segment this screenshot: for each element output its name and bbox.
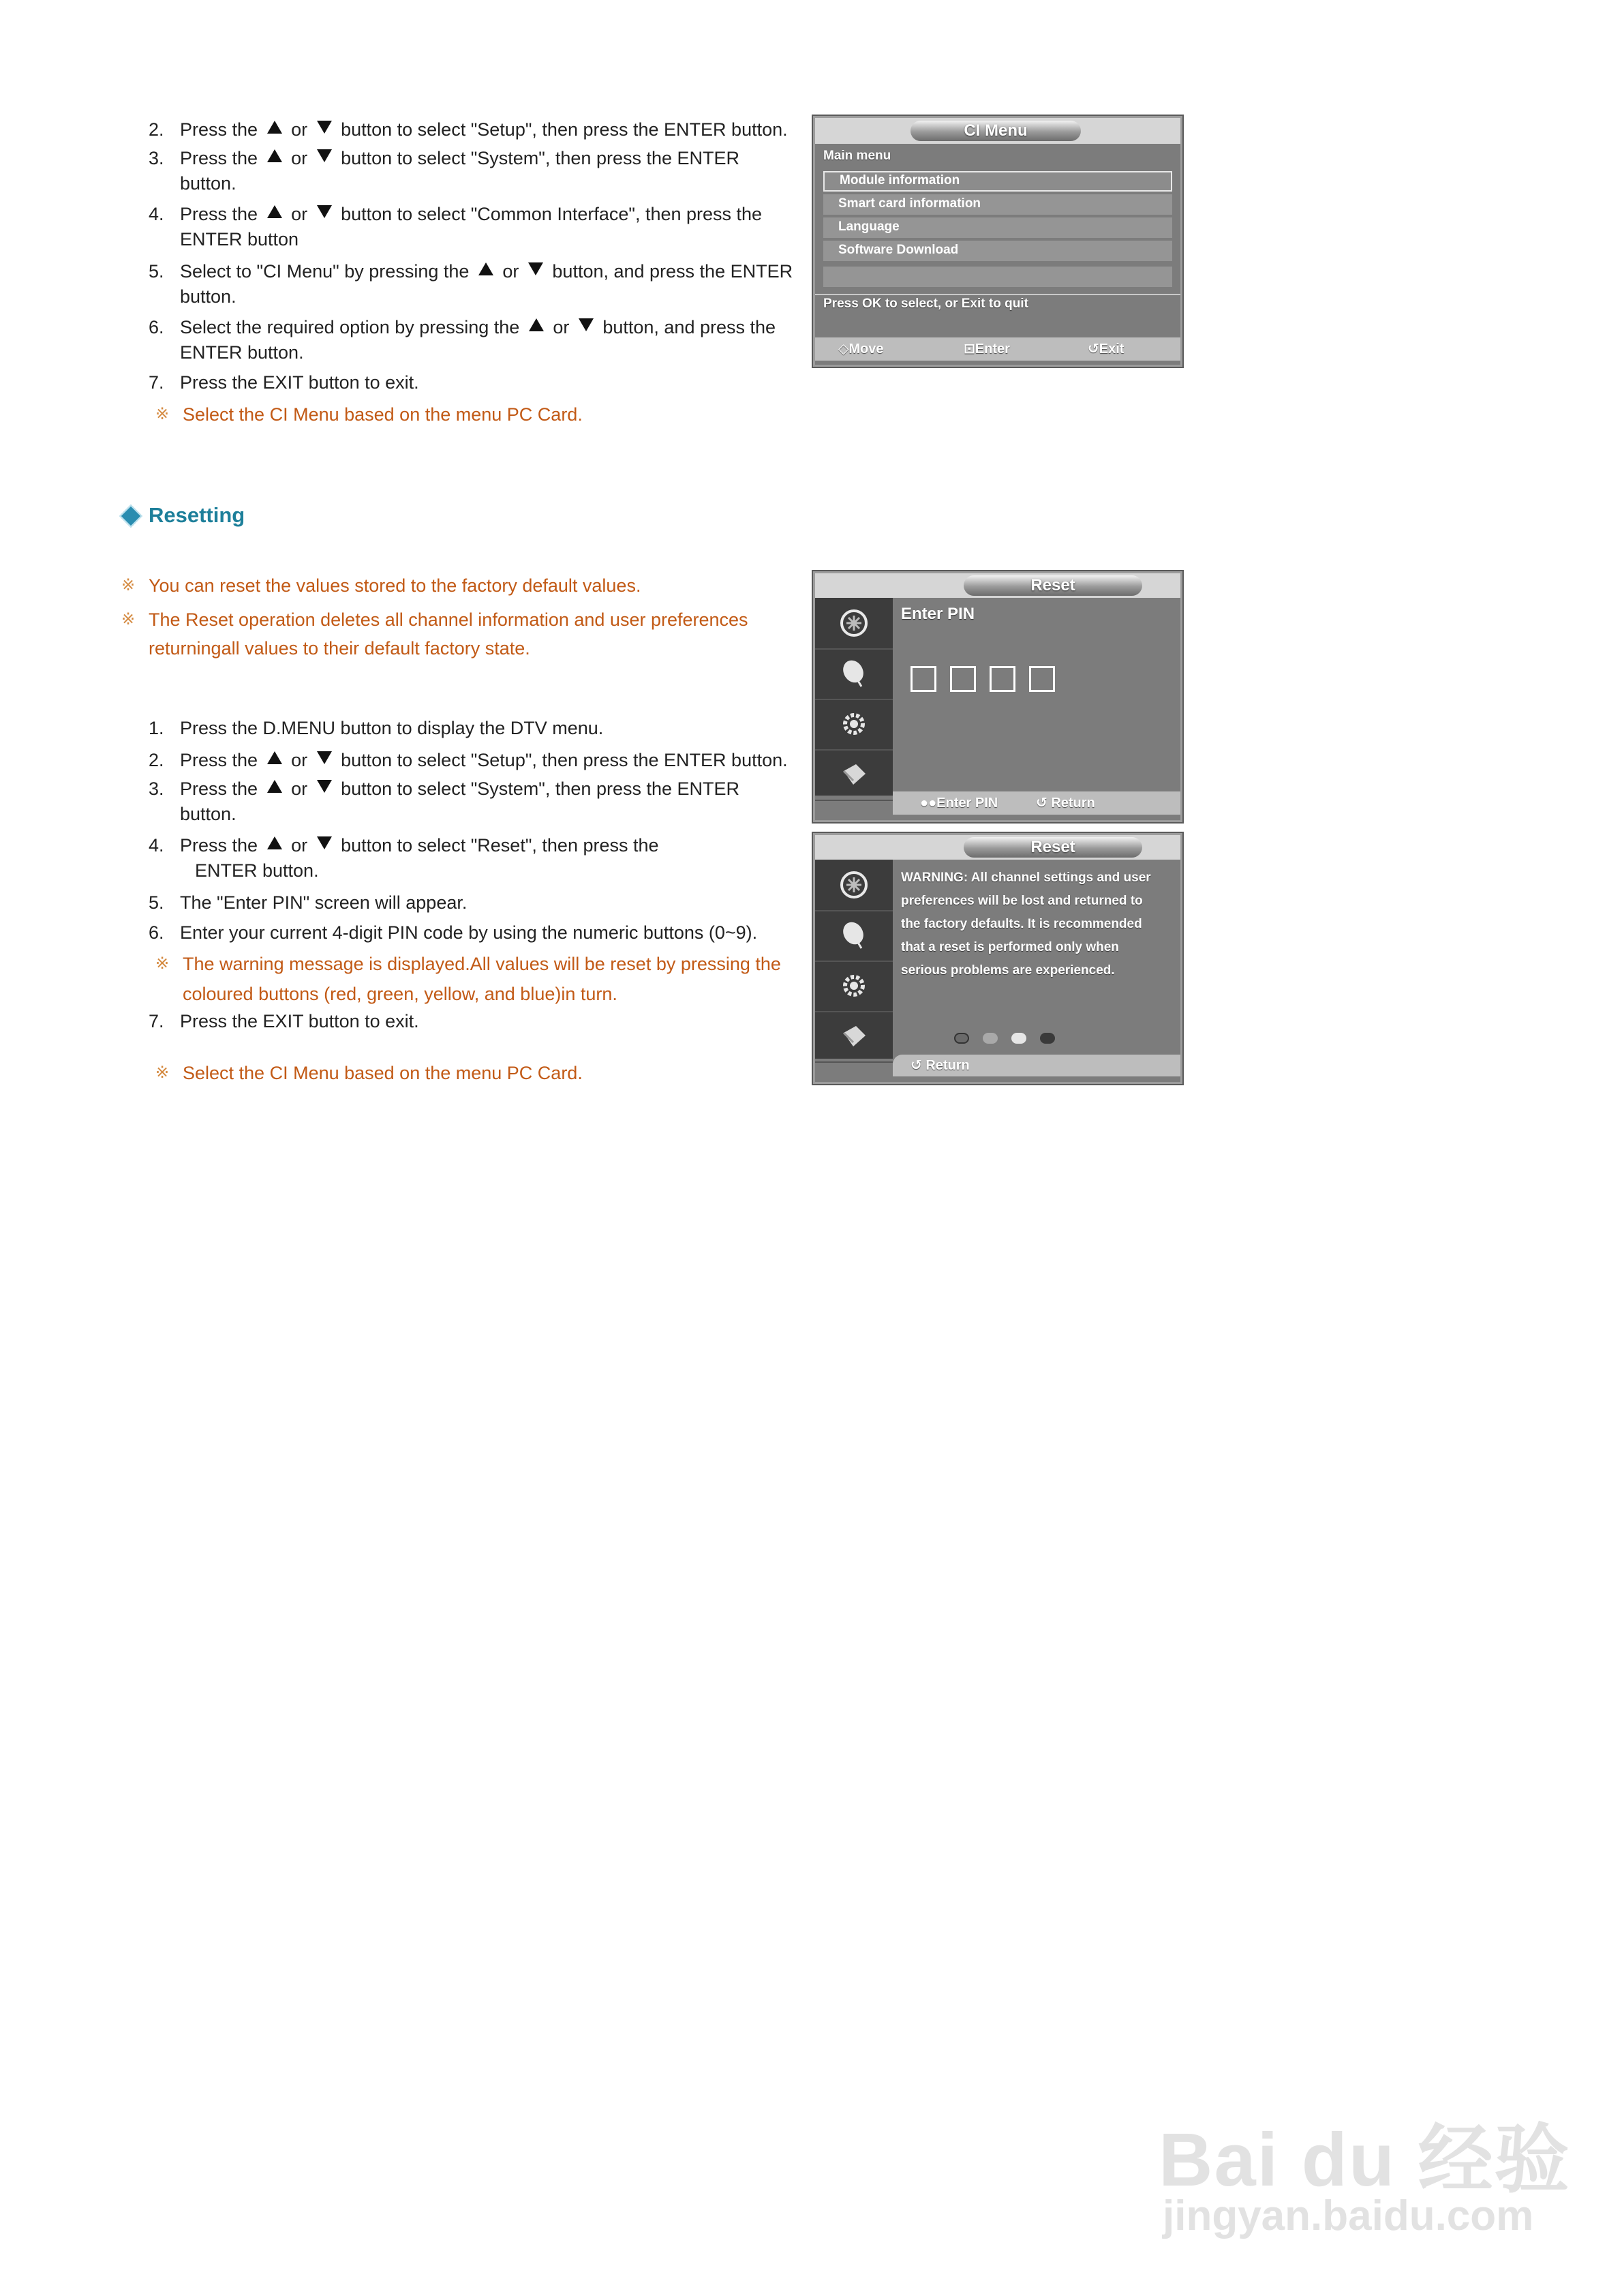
warning-line: WARNING: All channel settings and user [901, 871, 1151, 885]
up-arrow-icon [478, 262, 493, 275]
warning-line: preferences will be lost and returned to [901, 894, 1143, 908]
satellite-dish-icon[interactable] [815, 648, 893, 700]
note-mark-icon: ※ [155, 954, 170, 973]
input-plug-icon[interactable] [815, 1011, 893, 1063]
reset-warning-footer [893, 1055, 1180, 1076]
step-text: Select to "CI Menu" by pressing the or button, and press the ENTER [180, 261, 793, 282]
reset-warning-sidebar [815, 860, 893, 1059]
enter-pin-hint: ●●Enter PIN [920, 796, 998, 811]
step-text: Press the or button to select "Setup", then press the ENTER button. [180, 119, 788, 140]
reset-pin-screen [813, 571, 1182, 822]
note-mark-icon: ※ [155, 405, 170, 423]
note-text: returningall values to their default factory state. [149, 638, 530, 659]
ci-menu-title: CI Menu [911, 121, 1081, 141]
note-text: The warning message is displayed.All values will be reset by pressing the [183, 954, 781, 974]
antenna-icon[interactable] [815, 860, 893, 911]
step-number: 7. [149, 1011, 164, 1031]
ci-menu-item-smart-card-information[interactable]: Smart card information [823, 194, 1172, 215]
ci-menu-divider [815, 294, 1180, 295]
step-number: 3. [149, 148, 164, 168]
step-text: Press the EXIT button to exit. [180, 372, 419, 393]
up-arrow-icon [267, 780, 282, 793]
input-plug-icon[interactable] [815, 749, 893, 801]
step-text: Press the D.MENU button to display the DTV menu. [180, 718, 604, 738]
ci-menu-item-software-download[interactable]: Software Download [823, 241, 1172, 261]
down-arrow-icon [317, 751, 332, 764]
step-number: 4. [149, 835, 164, 856]
settings-gear-icon[interactable] [815, 699, 893, 751]
step-text-continued: ENTER button [180, 229, 299, 250]
up-arrow-icon [267, 836, 282, 849]
down-arrow-icon [317, 780, 332, 793]
return-hint: ↺ Return [1036, 796, 1095, 811]
reset-warning-screen [813, 833, 1182, 1084]
note-mark-icon: ※ [155, 1063, 170, 1082]
ci-menu-item-language[interactable]: Language [823, 217, 1172, 238]
step-text: The "Enter PIN" screen will appear. [180, 892, 468, 913]
step-number: 2. [149, 750, 164, 770]
ci-menu-hint: Press OK to select, or Exit to quit [823, 297, 1028, 311]
step-text-continued: button. [180, 804, 236, 824]
ci-menu-item-empty [823, 267, 1172, 287]
ci-menu-move-hint: ◇Move [838, 342, 884, 357]
down-arrow-icon [528, 262, 543, 275]
reset-pin-footer [893, 791, 1180, 815]
note-text: The Reset operation deletes all channel information and user preferences [149, 609, 748, 630]
section-diamond-icon [119, 504, 142, 528]
step-text: Enter your current 4-digit PIN code by using the numeric buttons (0~9). [180, 922, 758, 943]
warning-line: the factory defaults. It is recommended [901, 917, 1142, 931]
pin-digit-1[interactable] [911, 666, 936, 692]
note-text: coloured buttons (red, green, yellow, and blue)in turn. [183, 984, 617, 1004]
step-number: 4. [149, 204, 164, 224]
up-arrow-icon [267, 149, 282, 162]
ci-menu-item-module-information[interactable]: Module information [823, 171, 1172, 192]
ci-menu-enter-hint: ⊡Enter [964, 342, 1010, 357]
satellite-dish-icon[interactable] [815, 910, 893, 962]
step-number: 2. [149, 119, 164, 140]
section-title: Resetting [149, 503, 245, 527]
step-text-continued: button. [180, 286, 236, 307]
note-text: You can reset the values stored to the factory default values. [149, 575, 641, 596]
step-text-continued: button. [180, 173, 236, 194]
down-arrow-icon [317, 836, 332, 849]
reset-warning-title: Reset [964, 837, 1142, 858]
ci-menu-exit-hint: ↺Exit [1088, 342, 1124, 357]
return-hint: ↺ Return [911, 1058, 970, 1073]
ci-menu-footer [815, 337, 1180, 361]
note-text: Select the CI Menu based on the menu PC Card. [183, 404, 583, 425]
step-text: Press the or button to select "Setup", then press the ENTER button. [180, 750, 788, 770]
note-mark-icon: ※ [121, 576, 136, 594]
step-text: Press the or button to select "System", then press the ENTER [180, 779, 740, 799]
antenna-icon[interactable] [815, 598, 893, 650]
up-arrow-icon [267, 121, 282, 134]
down-arrow-icon [317, 205, 332, 218]
ci-menu-subtitle: Main menu [823, 149, 891, 163]
ci-menu-screen [813, 116, 1182, 367]
color-button-red[interactable] [954, 1033, 969, 1044]
step-text-continued: ENTER button. [180, 342, 304, 363]
up-arrow-icon [267, 751, 282, 764]
settings-gear-icon[interactable] [815, 961, 893, 1012]
note-text: Select the CI Menu based on the menu PC Card. [183, 1063, 583, 1083]
color-button-green[interactable] [983, 1033, 998, 1044]
pin-digit-3[interactable] [990, 666, 1015, 692]
step-number: 1. [149, 718, 164, 738]
warning-line: serious problems are experienced. [901, 963, 1115, 978]
step-text-continued: ENTER button. [195, 860, 319, 881]
step-number: 5. [149, 892, 164, 913]
step-number: 3. [149, 779, 164, 799]
baidu-jingyan-url: jingyan.baidu.com [1163, 2192, 1534, 2239]
step-number: 6. [149, 317, 164, 337]
step-text: Press the or button to select "Reset", then press the [180, 835, 659, 856]
reset-pin-title: Reset [964, 575, 1142, 596]
step-text: Press the EXIT button to exit. [180, 1011, 419, 1031]
step-number: 7. [149, 372, 164, 393]
down-arrow-icon [317, 149, 332, 162]
step-text: Press the or button to select "Common Interface", then press the [180, 204, 763, 224]
up-arrow-icon [529, 318, 544, 331]
step-number: 6. [149, 922, 164, 943]
reset-pin-sidebar [815, 598, 893, 796]
baidu-jingyan-logo: Bai du 经验 [1159, 2118, 1571, 2202]
step-text: Select the required option by pressing the or button, and press the [180, 317, 776, 337]
down-arrow-icon [579, 318, 594, 331]
step-number: 5. [149, 261, 164, 282]
color-button-yellow[interactable] [1011, 1033, 1026, 1044]
color-button-blue[interactable] [1040, 1033, 1055, 1044]
step-text: Press the or button to select "System", then press the ENTER [180, 148, 740, 168]
warning-line: that a reset is performed only when [901, 940, 1119, 954]
enter-pin-label: Enter PIN [901, 605, 975, 623]
pin-digit-4[interactable] [1029, 666, 1055, 692]
note-mark-icon: ※ [121, 610, 136, 629]
pin-digit-2[interactable] [950, 666, 976, 692]
warning-message [901, 866, 1151, 982]
up-arrow-icon [267, 205, 282, 218]
down-arrow-icon [317, 121, 332, 134]
